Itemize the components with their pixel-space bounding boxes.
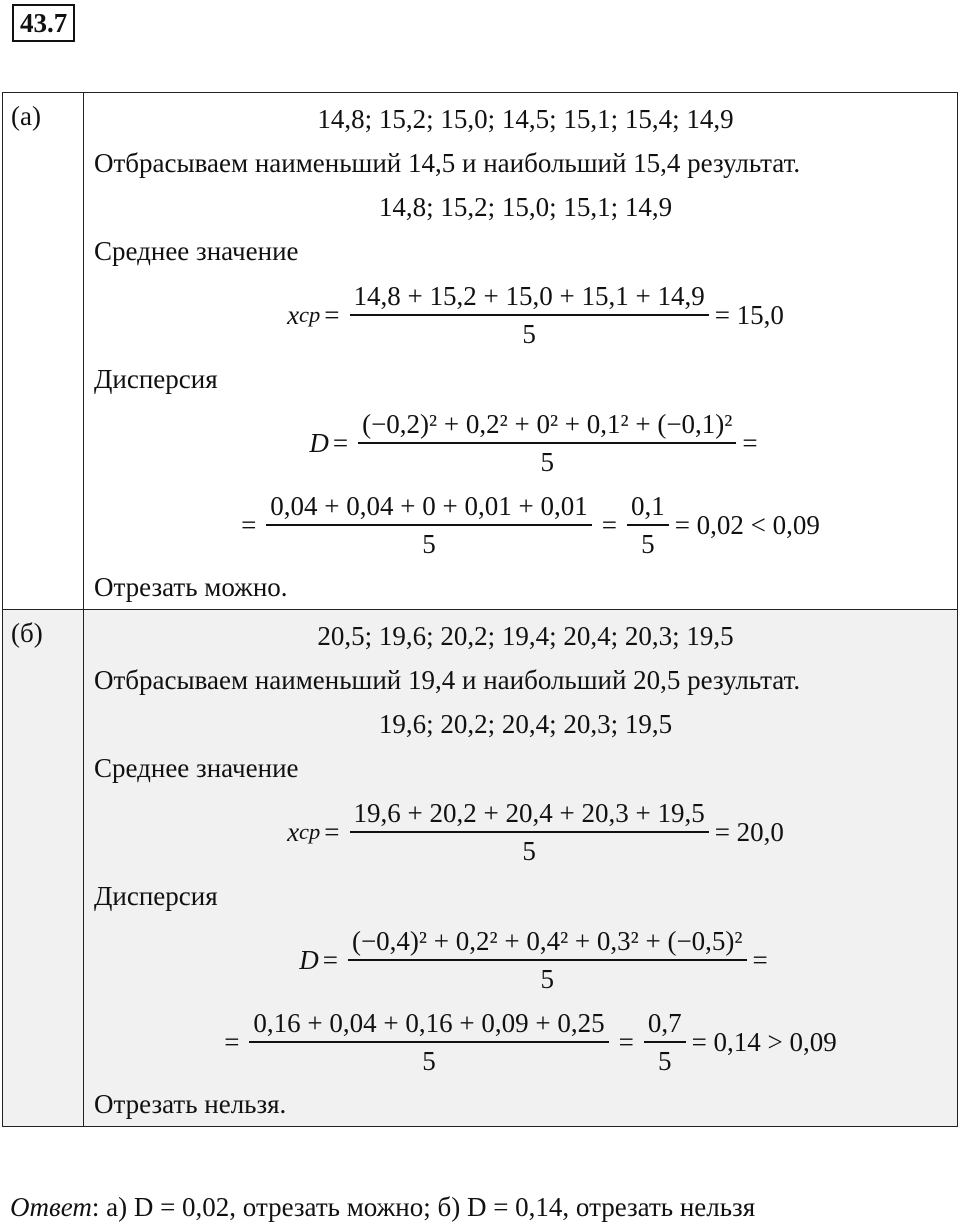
variance-denominator: 5	[540, 447, 554, 477]
part-b-discard-text: Отбрасываем наименьший 19,4 и наибольший 20,5 результат.	[94, 665, 801, 695]
variance2-numerator: 0,16 + 0,04 + 0,16 + 0,09 + 0,25	[253, 1008, 605, 1038]
part-b-data-line: 20,5; 19,6; 20,2; 19,4; 20,4; 20,3; 19,5	[317, 621, 734, 651]
part-a-label: (а)	[3, 93, 84, 610]
variance2-denominator: 5	[422, 1046, 436, 1076]
variance-variable: D	[309, 427, 329, 458]
part-b-mean-formula	[94, 790, 957, 874]
simplified-numerator: 0,7	[647, 1008, 682, 1038]
simplified-fraction	[627, 488, 669, 562]
part-a-remaining-line: 14,8; 15,2; 15,0; 15,1; 14,9	[378, 192, 673, 222]
trailing-equals: =	[742, 427, 758, 458]
part-a-mean-heading: Среднее значение	[94, 236, 299, 266]
mean-variable: x	[287, 816, 300, 847]
trailing-equals: =	[752, 944, 768, 975]
simplified-denominator: 5	[641, 529, 655, 559]
equals-sign: =	[324, 816, 340, 847]
mean-result: = 20,0	[714, 816, 784, 847]
part-a-mean-formula	[94, 273, 957, 357]
part-a-variance-heading: Дисперсия	[94, 364, 218, 394]
part-b-label: (б)	[3, 610, 84, 1127]
simplified-denominator: 5	[657, 1046, 672, 1076]
middle-equals: =	[618, 1026, 634, 1057]
mean-numerator: 14,8 + 15,2 + 15,0 + 15,1 + 14,9	[353, 281, 705, 311]
variance2-fraction	[266, 488, 591, 562]
part-a-data-line: 14,8; 15,2; 15,0; 14,5; 15,1; 15,4; 14,9	[317, 104, 734, 134]
mean-fraction	[350, 278, 709, 352]
part-a-conclusion: Отрезать можно.	[94, 572, 288, 602]
variance-numerator: (−0,2)² + 0,2² + 0² + 0,1² + (−0,1)²	[362, 409, 733, 439]
leading-equals: =	[241, 509, 257, 540]
part-a-variance-formula	[94, 401, 957, 485]
variance2-denominator: 5	[422, 529, 436, 559]
variance2-numerator: 0,04 + 0,04 + 0 + 0,01 + 0,01	[270, 491, 588, 521]
part-b-variance-computation	[94, 1002, 957, 1082]
part-b-remaining-line: 19,6; 20,2; 20,4; 20,3; 19,5	[378, 709, 673, 739]
part-b-mean-heading: Среднее значение	[94, 753, 299, 783]
part-b-variance-formula	[94, 918, 957, 1002]
solution-table	[2, 92, 958, 1127]
mean-fraction	[350, 795, 709, 869]
equals-sign: =	[322, 944, 338, 975]
variance-fraction	[358, 406, 736, 480]
variance-result: = 0,14 > 0,09	[691, 1026, 837, 1057]
answer-line	[10, 1192, 755, 1223]
answer-text: : а) D = 0,02, отрезать можно; б) D = 0,14, отрезать нельзя	[91, 1192, 756, 1222]
mean-result: = 15,0	[714, 299, 784, 330]
part-b-content	[84, 610, 958, 1127]
variance-fraction	[348, 923, 747, 997]
answer-label: Ответ	[10, 1192, 92, 1222]
part-b-variance-heading: Дисперсия	[94, 881, 218, 911]
mean-variable: x	[287, 299, 300, 330]
variance-result: = 0,02 < 0,09	[674, 509, 820, 540]
variance-numerator: (−0,4)² + 0,2² + 0,4² + 0,3² + (−0,5)²	[351, 926, 743, 956]
part-a-row	[3, 93, 958, 610]
mean-numerator: 19,6 + 20,2 + 20,4 + 20,3 + 19,5	[353, 798, 705, 828]
problem-number: 43.7	[12, 4, 75, 42]
equals-sign: =	[324, 299, 340, 330]
mean-subscript: ср	[299, 819, 321, 844]
variance2-fraction	[249, 1005, 608, 1079]
part-b-row	[3, 610, 958, 1127]
part-a-content	[84, 93, 958, 610]
part-a-discard-text: Отбрасываем наименьший 14,5 и наибольший 15,4 результат.	[94, 148, 801, 178]
part-a-variance-computation	[94, 485, 957, 565]
mean-denominator: 5	[522, 836, 536, 866]
leading-equals: =	[224, 1026, 240, 1057]
part-b-conclusion: Отрезать нельзя.	[94, 1089, 287, 1119]
simplified-numerator: 0,1	[630, 491, 665, 521]
middle-equals: =	[601, 509, 617, 540]
mean-denominator: 5	[522, 319, 536, 349]
variance-variable: D	[299, 944, 319, 975]
variance-denominator: 5	[540, 964, 554, 994]
mean-subscript: ср	[299, 302, 321, 327]
simplified-fraction	[644, 1005, 686, 1079]
equals-sign: =	[332, 427, 349, 458]
